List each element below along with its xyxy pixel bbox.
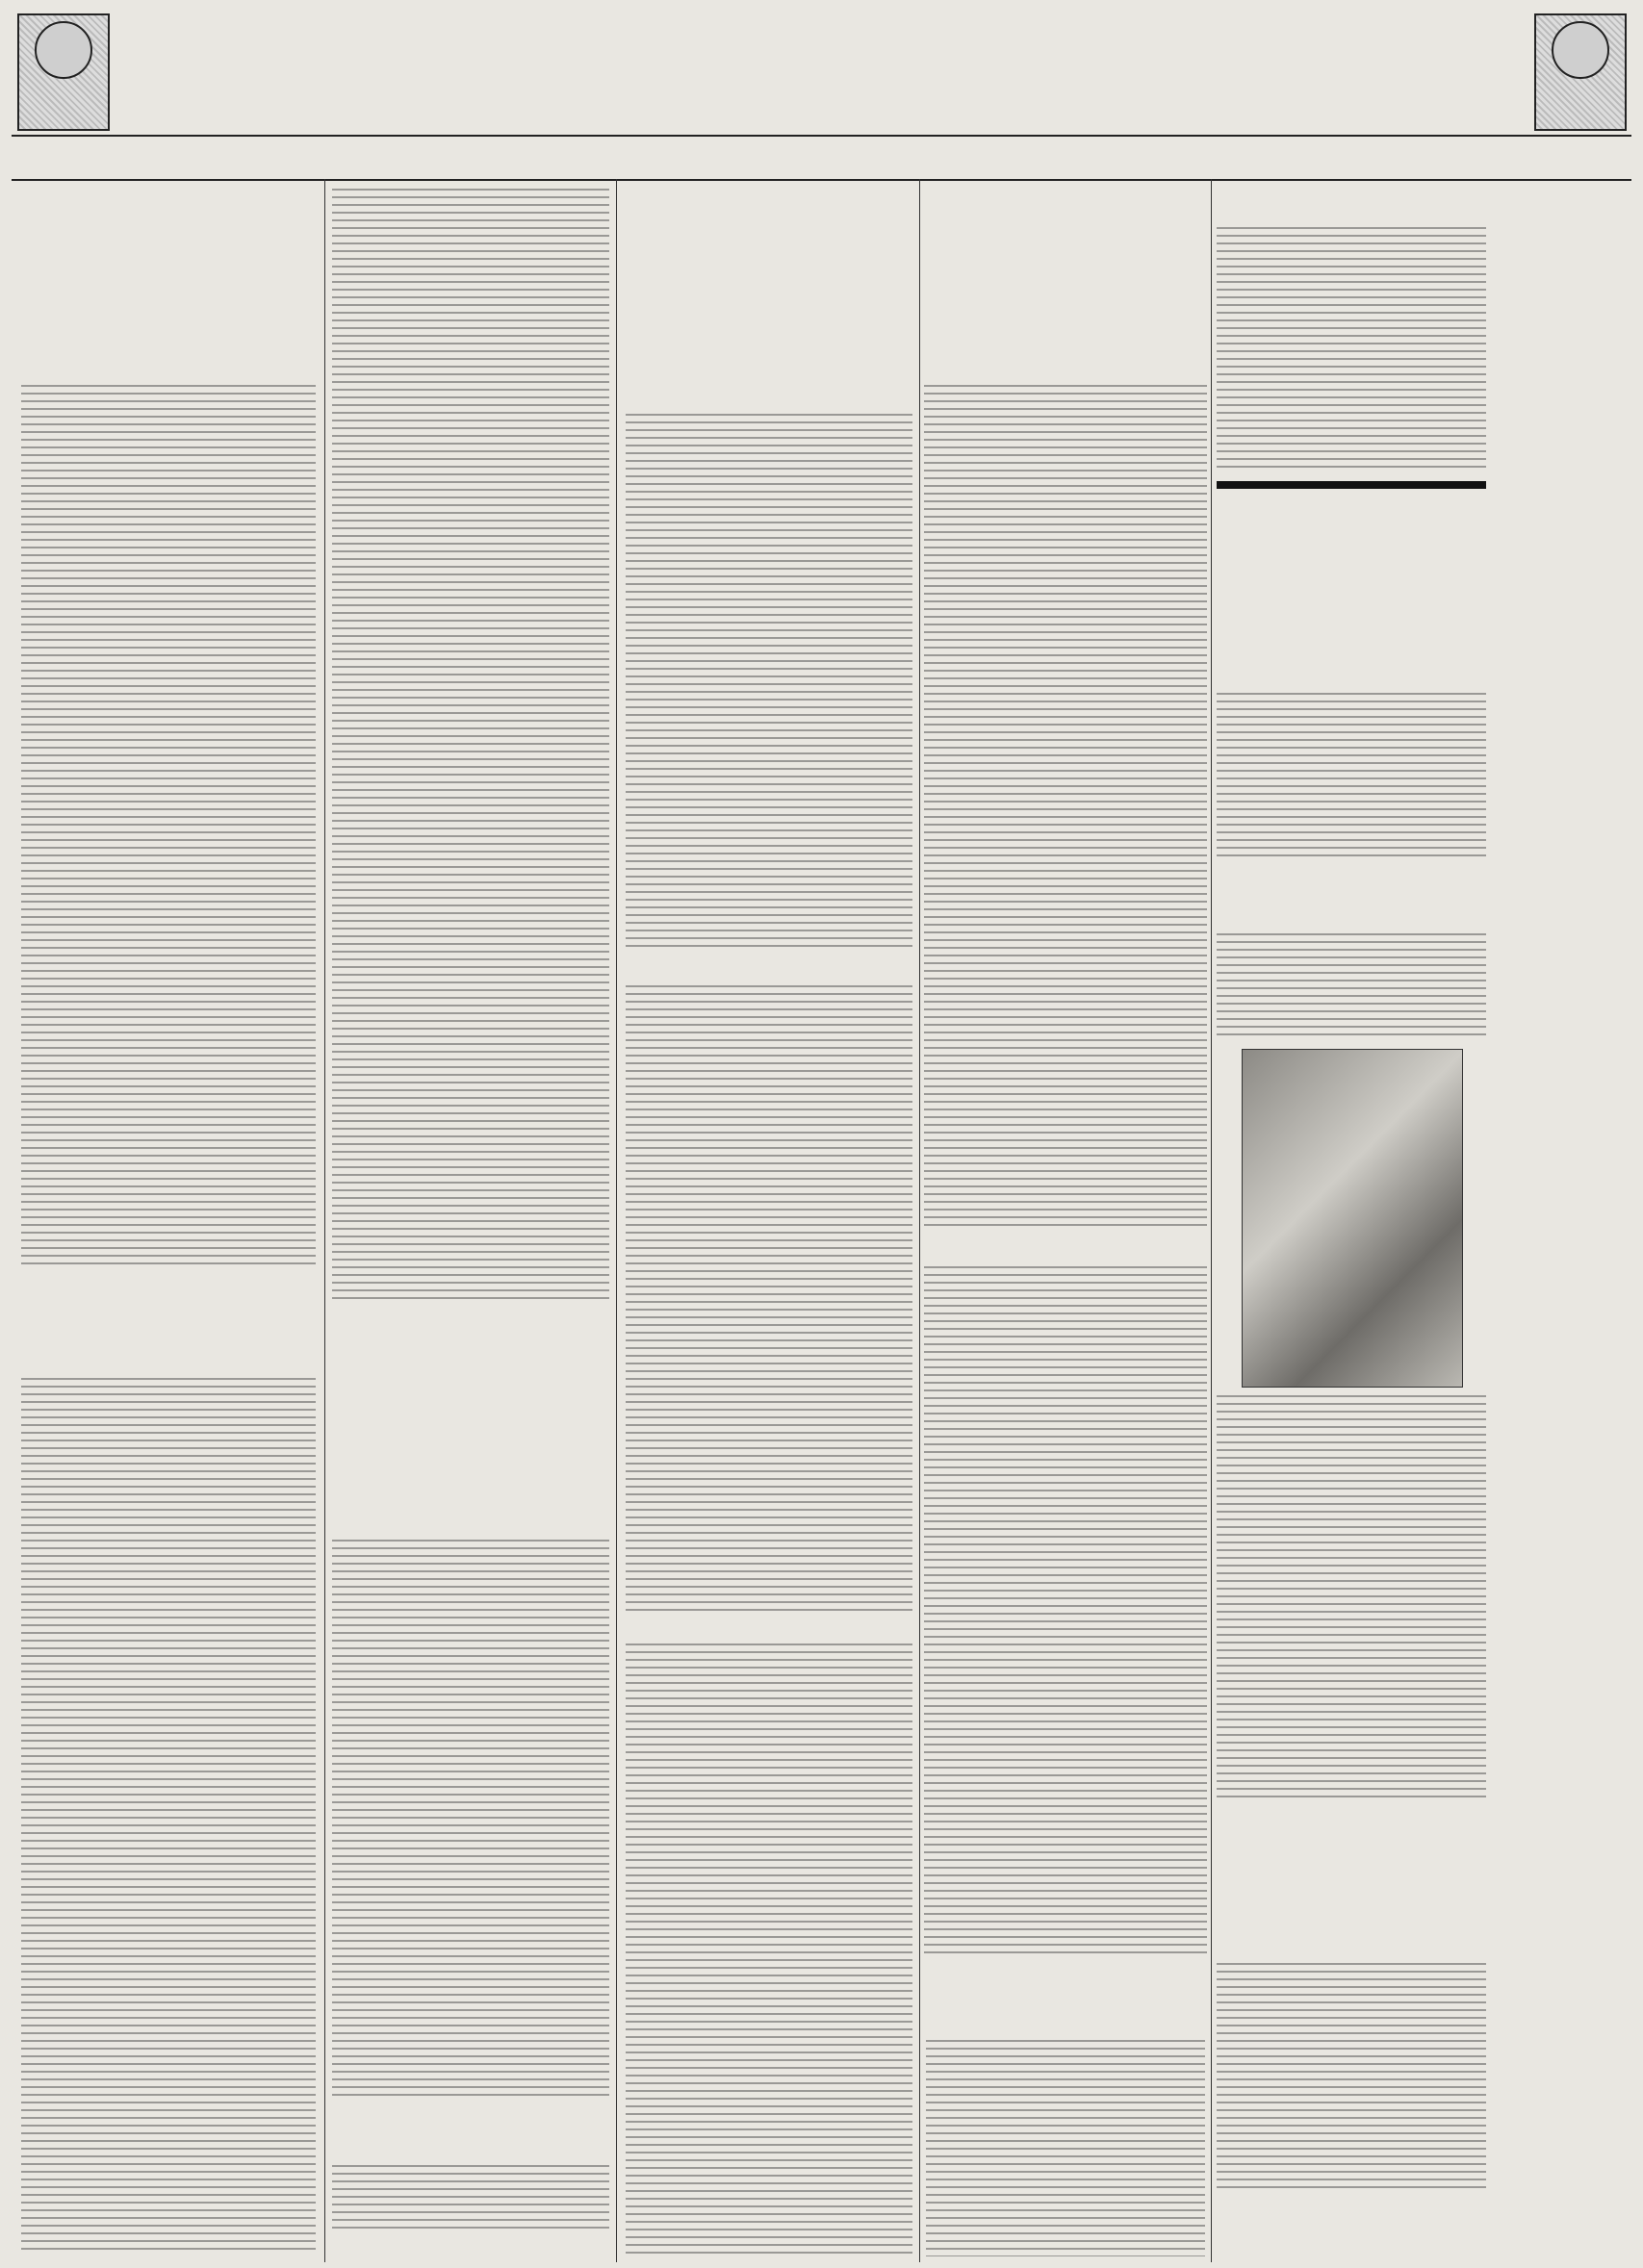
article-viajantes-body [1217,227,1486,468]
section-cruz-vermelha [1217,481,1486,489]
notice-cruz-vermelha-cont [1217,693,1486,856]
contact-info [963,137,1213,179]
column-rule [1211,179,1212,2262]
portrait-icon [1552,21,1609,79]
article-continuation [332,189,609,1305]
infobar-rule [12,179,1631,181]
article-fronteira-body [924,385,1207,1232]
article-monumento-body [1217,933,1486,1039]
publisher-info [144,137,385,179]
portrait-icon [35,21,92,79]
article-monumento-cont [1217,1395,1486,1799]
newspaper-title [144,4,991,115]
issue-number [15,140,121,183]
monument-photo [1242,1049,1463,1388]
right-vignette [1534,13,1627,131]
article-perspectiva-body [924,1266,1207,1959]
article-liege-body [926,2040,1205,2256]
serial-description [1217,1963,1486,2194]
column-rule [919,179,920,2262]
article-allianca-body [21,385,316,1270]
article-conviccao-body [21,1378,316,2254]
left-vignette [17,13,110,131]
column-rule [616,179,617,2262]
column-rule [324,179,325,2262]
article-allemaes-body [332,1540,609,2098]
article-pienaar-body [332,2165,609,2232]
article-italia-body-1 [626,414,912,953]
article-italia-body-3 [626,1644,912,2259]
article-italia-body-2 [626,985,912,1611]
